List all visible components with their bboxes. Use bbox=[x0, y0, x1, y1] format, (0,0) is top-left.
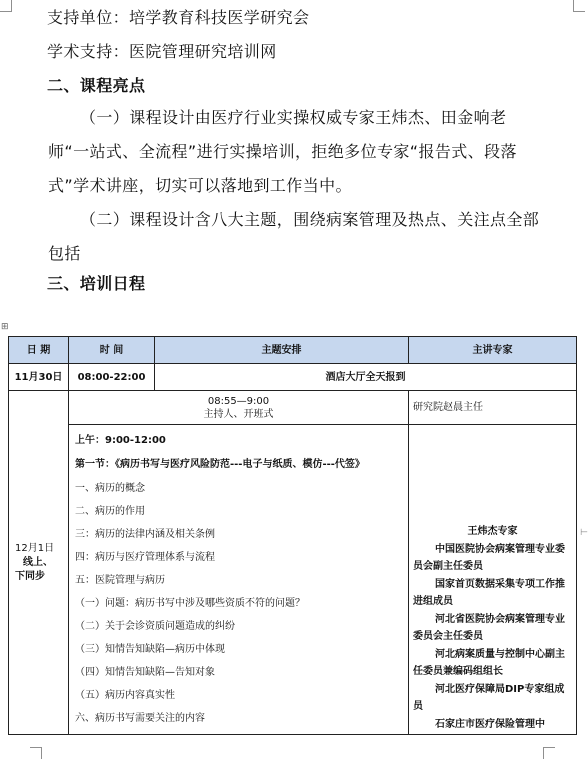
row2-date-online: 线上、 bbox=[23, 556, 53, 568]
list-item: （一）问题：病历书写中涉及哪些资质不符的问题？ bbox=[75, 598, 305, 609]
highlight-paragraph-2: （二）课程设计含八大主题，围绕病案管理及热点、关注点全部包括 bbox=[48, 210, 540, 263]
list-item: （二）关于会诊资质问题造成的纠纷 bbox=[75, 621, 235, 632]
table-row bbox=[9, 364, 577, 391]
academic-support-line: 学术支持：医院管理研究培训网 bbox=[47, 42, 277, 61]
speaker-title-2: 国家首页数据采集专项工作推进组成员 bbox=[413, 578, 565, 607]
opening-speaker: 研究院赵晨主任 bbox=[409, 391, 577, 425]
crop-mark-bottom-right bbox=[543, 747, 555, 759]
session-title: 第一节：《病历书写与医疗风险防范---电子与纸质、模仿---代签》 bbox=[75, 459, 365, 470]
list-item: （四）知情告知缺陷—告知对象 bbox=[75, 667, 215, 678]
table-resize-marker-icon: ⊢ bbox=[580, 528, 588, 538]
speaker-title-5: 河北医疗保障局DIP专家组成员 bbox=[413, 683, 565, 712]
highlight-paragraph-1: （一）课程设计由医疗行业实操权威专家王炜杰、田金响老师“一站式、全流程”进行实操培训，拒绝多位专家“报告式、段落式”学术讲座，切实可以落地到工作当中。 bbox=[48, 108, 517, 195]
list-item: （五）病历内容真实性 bbox=[75, 690, 175, 701]
highlights-heading: 二、课程亮点 bbox=[47, 76, 146, 95]
row1-time: 08:00-22:00 bbox=[69, 364, 155, 391]
list-item: 四：病历与医疗管理体系与流程 bbox=[75, 552, 215, 563]
list-item: 一、病历的概念 bbox=[75, 483, 145, 494]
speaker-title-3: 河北省医院协会病案管理专业委员会主任委员 bbox=[413, 613, 565, 642]
opening-time: 08:55—9:00 bbox=[207, 395, 270, 407]
list-item: 六、病历书写需要关注的内容 bbox=[75, 713, 205, 724]
row2-date-cell bbox=[9, 391, 69, 735]
crop-mark-top-right bbox=[573, 0, 585, 12]
crop-mark-top-left bbox=[0, 0, 12, 12]
schedule-heading: 三、培训日程 bbox=[47, 274, 146, 293]
speaker-name: 王炜杰专家 bbox=[467, 526, 518, 537]
header-topic: 主题安排 bbox=[155, 337, 409, 364]
speaker-title-6: 石家庄市医疗保险管理中 bbox=[435, 718, 545, 730]
support-unit-line: 支持单位：培学教育科技医学研究会 bbox=[47, 8, 310, 27]
table-row bbox=[9, 391, 577, 425]
table-move-handle-icon[interactable]: ⊞ bbox=[1, 322, 9, 332]
list-item: 五：医院管理与病历 bbox=[75, 575, 165, 586]
row2-date-sync: 下同步 bbox=[15, 570, 45, 582]
table-row bbox=[9, 425, 577, 735]
table-header-row bbox=[9, 337, 577, 364]
header-time: 时 间 bbox=[69, 337, 155, 364]
session-content-cell bbox=[69, 425, 409, 735]
schedule-table bbox=[8, 336, 577, 735]
row1-date: 11月30日 bbox=[9, 364, 69, 391]
header-date: 日 期 bbox=[9, 337, 69, 364]
list-item: 三：病历的法律内涵及相关条例 bbox=[75, 529, 215, 540]
opening-desc: 主持人、开班式 bbox=[203, 408, 274, 420]
crop-mark-bottom-left bbox=[30, 747, 42, 759]
header-speaker: 主讲专家 bbox=[409, 337, 577, 364]
morning-time: 上午：9:00-12:00 bbox=[75, 435, 166, 446]
opening-cell bbox=[69, 391, 409, 425]
speaker-cell bbox=[409, 425, 577, 735]
row1-topic: 酒店大厅全天报到 bbox=[155, 364, 577, 391]
speaker-title-4: 河北病案质量与控制中心副主任委员兼编码组组长 bbox=[413, 648, 565, 677]
list-item: 二、病历的作用 bbox=[75, 506, 145, 517]
speaker-title-1: 中国医院协会病案管理专业委员会副主任委员 bbox=[413, 543, 565, 572]
list-item: （三）知情告知缺陷—病历中体现 bbox=[75, 644, 225, 655]
row2-date: 12月1日 bbox=[15, 542, 55, 554]
